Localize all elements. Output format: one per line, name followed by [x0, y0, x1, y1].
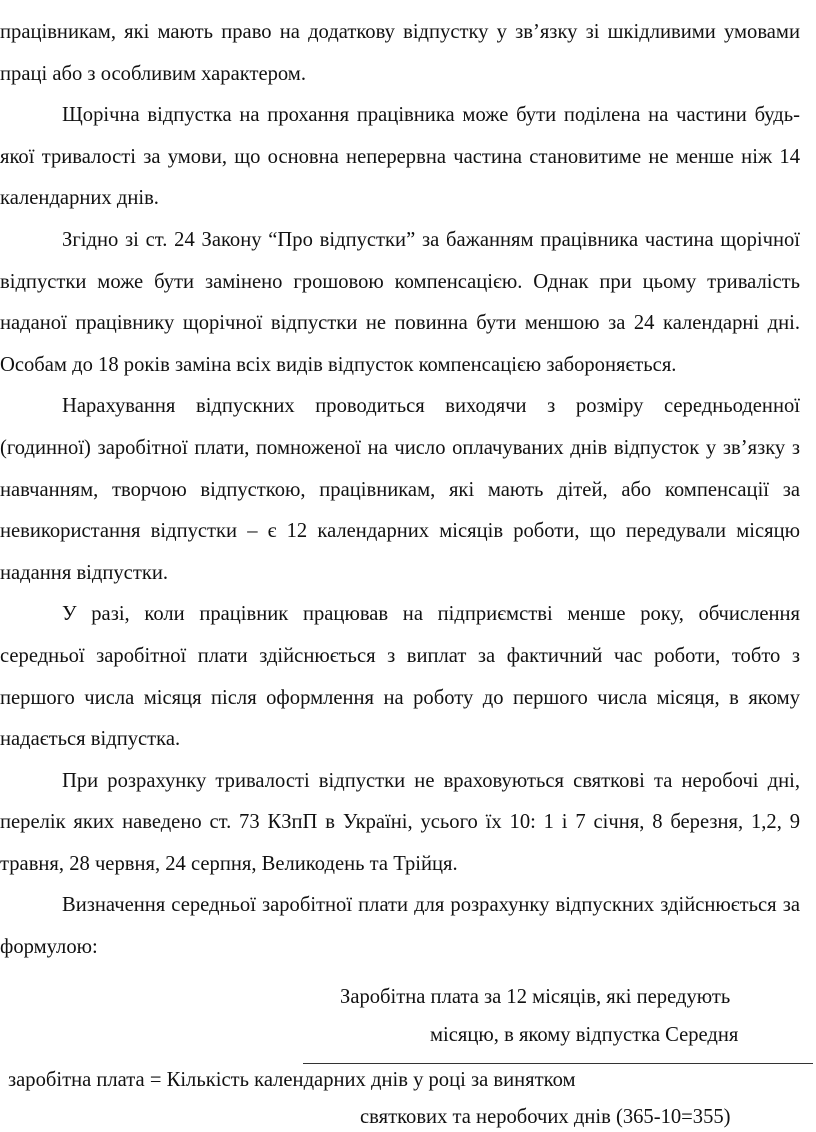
paragraph-1: працівникам, які мають право на додаткову відпустку у зв’язку зі шкідливими умовами праці або з особливим характером.: [0, 21, 800, 85]
paragraph-6: При розрахунку тривалості відпустки не враховуються святкові та неробочі дні, перелік яких наведено ст. 73 КЗпП в Україні, усього їх 10: 1 і 7 січня, 8 березня, 1,2, 9 травня, 28 червня, 24 серпня, Великодень та Трійця.: [0, 769, 800, 875]
formula-denominator-line: святкових та неробочих днів (365-10=355): [360, 1106, 731, 1128]
formula-main-line: заробітна плата = Кількість календарних днів у році за винятком: [8, 1069, 576, 1091]
formula-fraction-bar: [303, 1063, 813, 1064]
paragraph-2: Щорічна відпустка на прохання працівника може бути поділена на частини будь-якої тривалості за умови, що основна неперервна частина становитиме не менше ніж 14 календарних днів.: [0, 104, 800, 210]
paragraph-7: Визначення середньої заробітної плати для розрахунку відпускних здійснюється за формулою:: [0, 894, 800, 959]
formula-numerator-line-2: місяцю, в якому відпустка Середня: [430, 1024, 739, 1046]
paragraph-5: У разі, коли працівник працював на підприємстві менше року, обчислення середньої заробітної плати здійснюється з виплат за фактичний час роботи, тобто з першого числа місяця після оформлення на роботу до першого числа місяця, в якому надається відпустка.: [0, 603, 800, 751]
paragraph-4: Нарахування відпускних проводиться виходячи з розміру середньоденної (годинної) заробітної плати, помноженої на число оплачуваних днів відпусток у зв’язку з навчанням, творчою відпусткою, працівникам, які мають дітей, або компенсації за невикористання відпустки – є 12 календарних місяців роботи, що передували місяцю надання відпустки.: [0, 395, 800, 584]
formula-numerator-line-1: Заробітна плата за 12 місяців, які передують: [340, 986, 731, 1008]
paragraph-3: Згідно зі ст. 24 Закону “Про відпустки” за бажанням працівника частина щорічної відпустки може бути замінено грошовою компенсацією. Однак при цьому тривалість наданої працівнику щорічної відпустки не повинна бути меншою за 24 календарні дні. Особам до 18 років заміна всіх видів відпусток компенсацією забороняється.: [0, 228, 800, 376]
